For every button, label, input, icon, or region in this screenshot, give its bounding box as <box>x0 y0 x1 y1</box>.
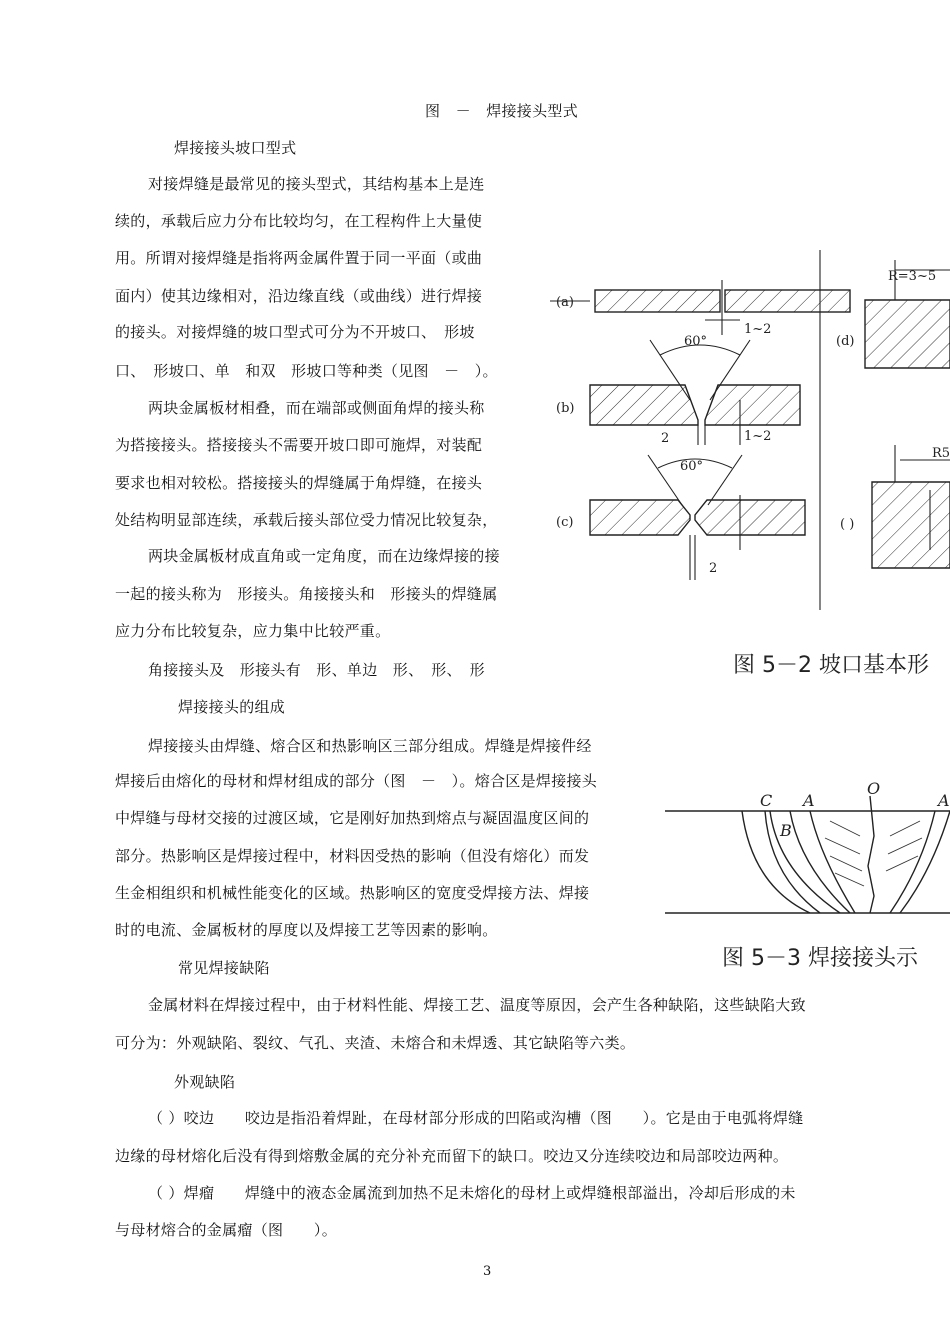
section-heading-groove: 焊接接头坡口型式 <box>174 139 297 157</box>
figure-5-3-caption: 图 5－3 焊接接头示 <box>722 946 918 971</box>
label-a-right: A <box>938 791 950 810</box>
label-a: (a) <box>556 295 574 310</box>
paragraph-line: 金属材料在焊接过程中，由于材料性能、焊接工艺、温度等原因，会产生各种缺陷，这些缺陷大致 <box>148 996 806 1014</box>
plate-a-right <box>725 290 850 312</box>
paragraph-line: 中焊缝与母材交接的过渡区域，它是刚好加热到熔点与凝固温度区间的 <box>115 809 590 827</box>
paragraph-line: 应力分布比较复杂，应力集中比较严重。 <box>115 622 391 640</box>
plate-c-right <box>695 500 805 535</box>
gap-c: 2 <box>709 561 718 576</box>
plate-c-left <box>590 500 690 535</box>
paragraph-line: 要求也相对较松。搭接接头的焊缝属于角焊缝，在接头 <box>115 474 483 492</box>
groove-types-figure <box>550 250 950 650</box>
paragraph-line: 焊接后由熔化的母材和焊材组成的部分（图 － ）。熔合区是焊接接头 <box>115 772 598 790</box>
paragraph-line: 口、 形坡口、单 和双 形坡口等种类（见图 － ）。 <box>115 362 498 380</box>
paragraph-line: 处结构明显部连续，承载后接头部位受力情况比较复杂， <box>115 511 498 529</box>
paragraph-line: 续的，承载后应力分布比较均匀，在工程构件上大量使 <box>115 212 483 230</box>
label-e: ( ) <box>840 517 855 532</box>
paragraph-line: （ ）焊瘤 焊缝中的液态金属流到加热不足未熔化的母材上或焊缝根部溢出，冷却后形成的未 <box>148 1184 796 1202</box>
paragraph-line: 两块金属板材相叠，而在端部或侧面角焊的接头称 <box>148 399 485 417</box>
section-heading-appearance: 外观缺陷 <box>174 1073 236 1091</box>
root-b: 1~2 <box>744 429 772 444</box>
plate-e <box>872 482 950 568</box>
paragraph-line: 时的电流、金属板材的厚度以及焊接工艺等因素的影响。 <box>115 921 498 939</box>
paragraph-line: 与母材熔合的金属瘤（图 ）。 <box>115 1221 338 1239</box>
angle-b: 60° <box>684 334 708 349</box>
radius-d: R=3~5 <box>888 269 937 284</box>
plate-a-left <box>595 290 720 312</box>
label-b-point: B <box>780 821 792 840</box>
label-o: O <box>867 779 881 798</box>
paragraph-line: 对接焊缝是最常见的接头型式，其结构基本上是连 <box>148 175 485 193</box>
plate-b-left <box>590 385 698 425</box>
paragraph-line: 边缘的母材熔化后没有得到熔敷金属的充分补充而留下的缺口。咬边又分连续咬边和局部咬边两种。 <box>115 1147 789 1165</box>
paragraph-line: 角接接头及 形接头有 形、单边 形、 形、 形 <box>148 661 485 679</box>
label-c: (c) <box>556 515 574 530</box>
angle-c: 60° <box>680 459 704 474</box>
label-b: (b) <box>556 401 575 416</box>
figure-caption-header: 图 － 焊接接头型式 <box>425 102 579 120</box>
radius-e: R5 <box>932 446 950 461</box>
figure-5-2-caption: 图 5－2 坡口基本形 <box>733 653 929 678</box>
joint-composition-figure <box>660 776 950 916</box>
gap-a: 1~2 <box>744 322 772 337</box>
paragraph-line: 用。所谓对接焊缝是指将两金属件置于同一平面（或曲 <box>115 249 483 267</box>
plate-d <box>865 300 950 368</box>
label-c-point: C <box>760 791 773 810</box>
paragraph-line: 的接头。对接焊缝的坡口型式可分为不开坡口、 形坡 <box>115 323 475 341</box>
paragraph-line: 两块金属板材成直角或一定角度，而在边缘焊接的接 <box>148 547 500 565</box>
label-d: (d) <box>836 334 855 349</box>
label-a-left: A <box>803 791 815 810</box>
paragraph-line: 面内）使其边缘相对，沿边缘直线（或曲线）进行焊接 <box>115 287 483 305</box>
plate-b-right <box>705 385 800 425</box>
paragraph-line: 焊接接头由焊缝、熔合区和热影响区三部分组成。焊缝是焊接件经 <box>148 737 592 755</box>
section-heading-composition: 焊接接头的组成 <box>178 698 286 716</box>
paragraph-line: 为搭接接头。搭接接头不需要开坡口即可施焊，对装配 <box>115 436 483 454</box>
paragraph-line: （ ）咬边 咬边是指沿着焊趾，在母材部分形成的凹陷或沟槽（图 ）。它是由于电弧将焊缝 <box>148 1109 804 1127</box>
paragraph-line: 部分。热影响区是焊接过程中，材料因受热的影响（但没有熔化）而发 <box>115 847 590 865</box>
paragraph-line: 可分为：外观缺陷、裂纹、气孔、夹渣、未熔合和未焊透、其它缺陷等六类。 <box>115 1034 636 1052</box>
gap-b: 2 <box>661 431 670 446</box>
page-number: 3 <box>483 1264 492 1279</box>
paragraph-line: 生金相组织和机械性能变化的区域。热影响区的宽度受焊接方法、焊接 <box>115 884 590 902</box>
section-heading-defects: 常见焊接缺陷 <box>178 959 270 977</box>
paragraph-line: 一起的接头称为 形接头。角接接头和 形接头的焊缝属 <box>115 585 498 603</box>
